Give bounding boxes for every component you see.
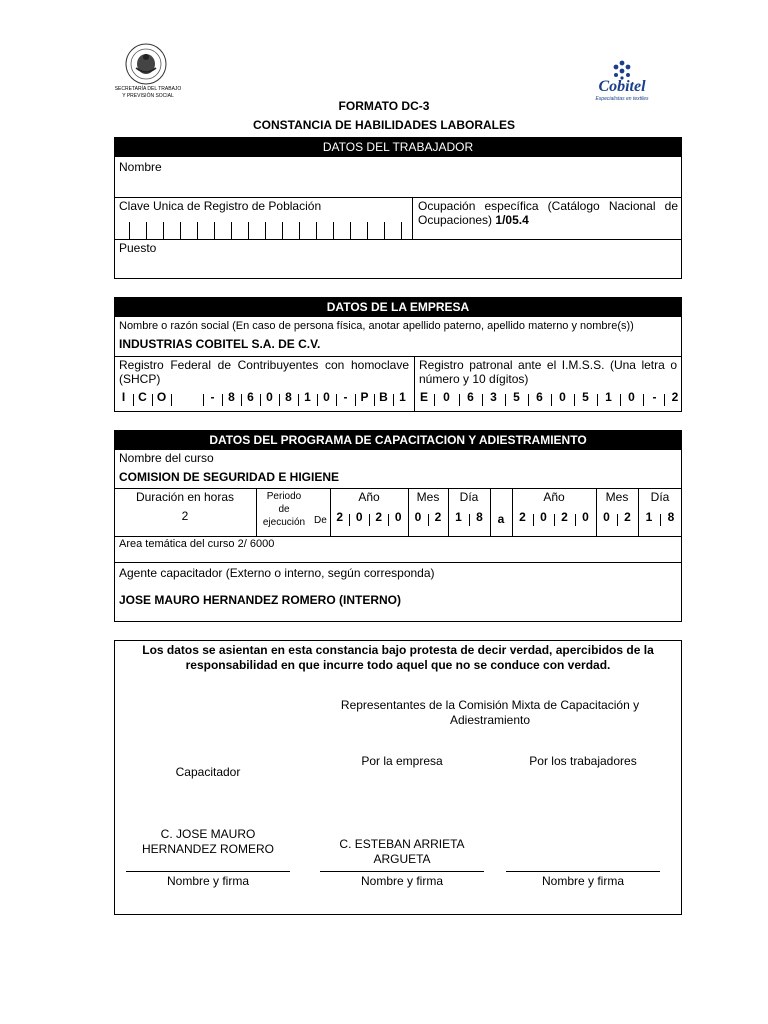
rfc-char: I — [121, 390, 126, 404]
imss-char: 6 — [536, 390, 543, 404]
end-day-label: Día — [650, 490, 670, 504]
period-label-1: Periodo — [266, 491, 302, 502]
duration-value: 2 — [181, 509, 189, 523]
company-rep-name-2: ARGUETA — [373, 852, 431, 866]
workers-signature-line — [506, 871, 660, 872]
area-label: Area temática del curso 2/ 6000 — [119, 538, 275, 550]
form-title: CONSTANCIA DE HABILIDADES LABORALES — [252, 118, 515, 132]
imss-char: 5 — [513, 390, 520, 404]
worker-section-title: DATOS DEL TRABAJADOR — [114, 137, 682, 157]
seal-caption-1: SECRETARÍA DEL TRABAJO — [114, 86, 182, 92]
imss-char: 0 — [628, 390, 635, 404]
imss-char: 6 — [467, 390, 474, 404]
rfc-label: Registro Federal de Contribuyentes con homoclave (SHCP) — [119, 358, 409, 386]
divider — [412, 197, 413, 239]
period-label-3: ejecución — [262, 517, 306, 528]
occupation-code: 1/05.4 — [495, 213, 529, 227]
date-digit: 1 — [645, 510, 653, 524]
date-digit: 0 — [355, 510, 363, 524]
company-sign-label: Nombre y firma — [360, 874, 443, 888]
date-digit: 0 — [540, 510, 547, 524]
imss-char: 5 — [582, 390, 589, 404]
date-digit: 8 — [667, 510, 675, 524]
rfc-char: 8 — [228, 390, 235, 404]
cobitel-wordmark: Cobitel — [598, 78, 646, 95]
rfc-char: - — [343, 390, 348, 404]
imss-char: 3 — [490, 390, 497, 404]
name-label: Nombre — [119, 160, 162, 174]
company-section-title: DATOS DE LA EMPRESA — [114, 297, 682, 317]
date-digit: 0 — [603, 510, 610, 524]
rfc-char: 6 — [247, 390, 254, 404]
start-day-label: Día — [459, 490, 479, 504]
company-signature-line — [320, 871, 484, 872]
trainer-name-1: C. JOSE MAURO — [160, 827, 256, 841]
rfc-char: O — [156, 390, 167, 404]
stps-seal — [112, 42, 184, 104]
commission-title-2: Adiestramiento — [449, 713, 531, 727]
imss-char: 0 — [559, 390, 566, 404]
rfc-char: 8 — [285, 390, 292, 404]
from-label: De — [314, 515, 327, 526]
rfc-char: 1 — [399, 390, 406, 404]
rfc-char: B — [379, 390, 388, 404]
agent-label: Agente capacitador (Externo o interno, según corresponda) — [119, 566, 435, 580]
rfc-char: 1 — [304, 390, 311, 404]
course-label: Nombre del curso — [119, 451, 214, 465]
divider — [114, 356, 682, 357]
date-digit: 2 — [336, 510, 344, 524]
rfc-grid — [114, 388, 414, 412]
program-section-title: DATOS DEL PROGRAMA DE CAPACITACION Y ADIESTRAMIENTO — [114, 430, 682, 450]
rfc-char — [171, 390, 203, 404]
date-digit: 2 — [624, 510, 631, 524]
date-digit: 0 — [582, 510, 589, 524]
imss-char: E — [419, 390, 428, 404]
declaration-text: Los datos se asientan en esta constancia bajo protesta de decir verdad, apercibidos de la responsabilidad en que incurre todo aquel que no se conduce con verdad. — [142, 643, 654, 672]
duration-label: Duración en horas — [135, 490, 235, 504]
imss-char: 0 — [443, 390, 450, 404]
form-code: FORMATO DC-3 — [338, 99, 430, 113]
company-name-label: Nombre o razón social (En caso de persona física, anotar apellido paterno, apellido materno y nombre(s)) — [119, 320, 634, 332]
end-date-digits — [512, 510, 682, 524]
rfc-char: 0 — [266, 390, 273, 404]
rfc-char: C — [138, 390, 147, 404]
start-month-label: Mes — [416, 490, 440, 504]
company-name-value: INDUSTRIAS COBITEL S.A. DE C.V. — [119, 337, 321, 351]
imss-grid — [414, 388, 682, 412]
start-date-digits — [330, 510, 490, 524]
eagle-seal-icon — [112, 42, 184, 86]
start-year-label: Año — [358, 490, 380, 504]
rfc-char: 0 — [323, 390, 330, 404]
seal-caption-2: Y PREVISIÓN SOCIAL — [122, 93, 174, 99]
trainer-label: Capacitador — [175, 765, 241, 779]
date-digit: 0 — [394, 510, 402, 524]
date-digit: 2 — [375, 510, 383, 524]
workers-sign-label: Nombre y firma — [541, 874, 624, 888]
course-value: COMISION DE SEGURIDAD E HIGIENE — [119, 470, 340, 484]
workers-rep-label: Por los trabajadores — [529, 754, 637, 768]
company-rep-label: Por la empresa — [361, 754, 443, 768]
rfc-char: - — [210, 390, 215, 404]
trainer-sign-label: Nombre y firma — [166, 874, 249, 888]
imss-char: - — [652, 390, 657, 404]
curp-label: Clave Unica de Registro de Población — [119, 199, 322, 213]
date-digit: 8 — [476, 510, 483, 524]
period-label-2: de — [278, 504, 290, 515]
position-label: Puesto — [119, 241, 157, 255]
name-field[interactable] — [114, 157, 682, 197]
divider — [114, 536, 682, 537]
rfc-char: P — [360, 390, 369, 404]
trainer-name-2: HERNANDEZ ROMERO — [141, 842, 274, 856]
date-digit: 2 — [434, 510, 442, 524]
cobitel-tagline: Especialistas en textiles — [595, 96, 649, 102]
end-month-label: Mes — [605, 490, 629, 504]
imss-char: 1 — [605, 390, 612, 404]
company-rep-name-1: C. ESTEBAN ARRIETA — [339, 837, 465, 851]
curp-ticks — [114, 218, 412, 239]
position-field[interactable] — [114, 239, 682, 279]
occupation-field[interactable] — [418, 199, 678, 227]
occupation-label: Ocupación específica (Catálogo Nacional de Ocupaciones) — [418, 199, 678, 227]
imss-char: 2 — [671, 390, 679, 404]
cobitel-logo — [582, 58, 662, 104]
cobitel-knot-icon — [582, 58, 662, 80]
to-label: a — [497, 512, 505, 526]
date-digit: 2 — [519, 510, 526, 524]
commission-title-1: Representantes de la Comisión Mixta de Capacitación y — [340, 698, 640, 712]
agent-value: JOSE MAURO HERNANDEZ ROMERO (INTERNO) — [119, 593, 402, 607]
date-digit: 1 — [455, 510, 462, 524]
imss-label: Registro patronal ante el I.M.S.S. (Una letra o número y 10 dígitos) — [419, 358, 677, 386]
date-digit: 2 — [561, 510, 568, 524]
trainer-signature-line — [126, 871, 290, 872]
end-year-label: Año — [543, 490, 565, 504]
divider — [114, 562, 682, 563]
date-digit: 0 — [414, 510, 422, 524]
